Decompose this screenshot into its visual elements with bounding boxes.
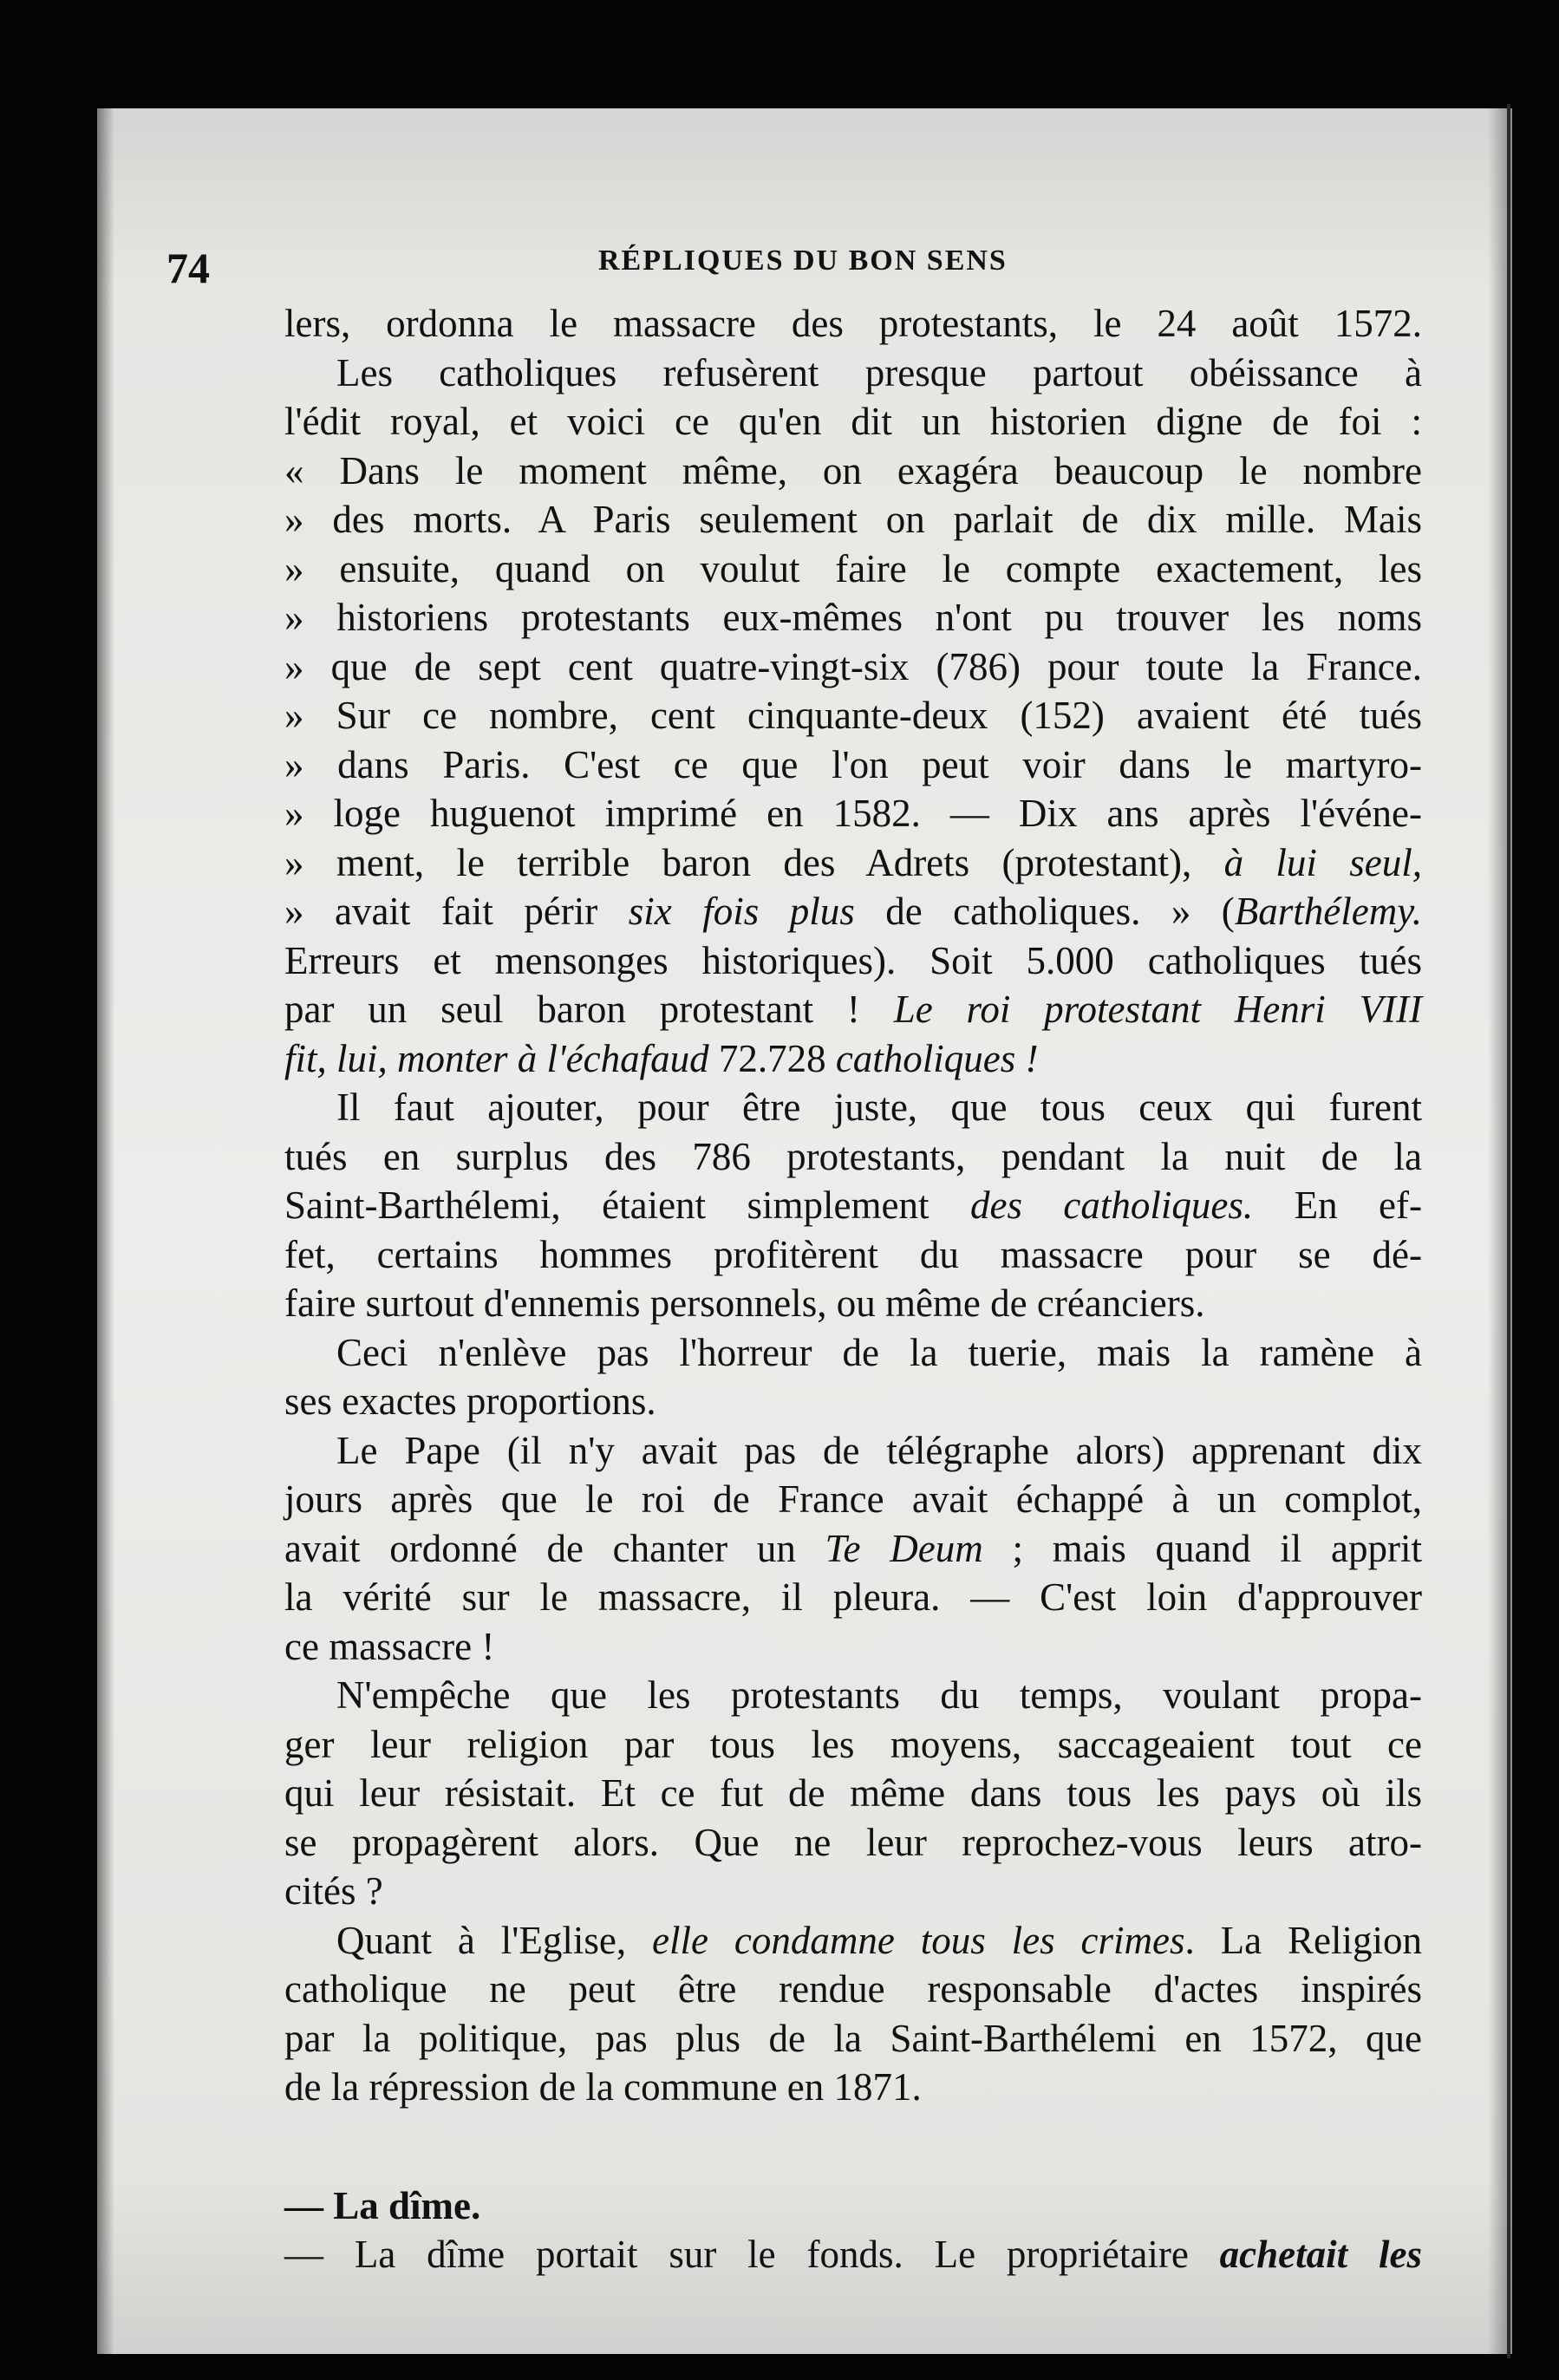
italic-span: Te Deum: [825, 1526, 983, 1570]
text-line: [284, 1573, 1422, 1622]
text-line: [284, 1475, 1422, 1524]
body-text: [284, 299, 1422, 2279]
text-line: [284, 349, 1422, 398]
text-span: par la politique, pas plus de la Saint-Barthélemi en 1572, que: [284, 2016, 1422, 2060]
page-number: 74: [166, 244, 210, 292]
text-span: En ef-: [1294, 1183, 1423, 1227]
text-span: » que de sept cent quatre-vingt-six (786) pour toute la France.: [284, 644, 1422, 688]
text-span: » des morts. A Paris seulement on parlait de dix mille. Mais: [284, 498, 1422, 541]
text-line: [284, 2230, 1422, 2279]
text-line: [284, 887, 1422, 936]
text-span: catholique ne peut être rendue responsable d'actes inspirés: [284, 1967, 1422, 2011]
text-line: [284, 936, 1422, 986]
text-span: — La dîme.: [284, 2183, 481, 2227]
text-line: [284, 1034, 1422, 1084]
text-span: » ment, le terrible baron des Adrets (protestant),: [284, 840, 1192, 884]
text-span: l'édit royal, et voici ce qu'en dit un historien digne de foi :: [284, 400, 1422, 443]
text-span: Erreurs et mensonges historiques). Soit 5.000 catholiques tués: [284, 938, 1422, 982]
text-line: [284, 495, 1422, 544]
text-line: [284, 838, 1422, 888]
italic-span: achetait les: [1219, 2233, 1422, 2276]
text-line: [284, 1426, 1422, 1476]
text-span: de la répression de la commune en 1871.: [284, 2065, 922, 2109]
italic-span: Le roi protestant Henri VIII: [893, 988, 1423, 1031]
text-line: [284, 1622, 1422, 1672]
text-span: 72.728: [718, 1036, 826, 1080]
text-line: [284, 544, 1422, 594]
text-span: la vérité sur le massacre, il pleura. — C'est loin d'approuver: [284, 1575, 1422, 1619]
text-line: [284, 740, 1422, 790]
text-span: se propagèrent alors. Que ne leur reprochez-vous leurs atro-: [284, 1820, 1422, 1864]
page-header: [166, 234, 1424, 295]
page-edge-shadow-left: [97, 108, 114, 2354]
text-line: [284, 1328, 1422, 1378]
running-title: RÉPLIQUES DU BON SENS: [598, 245, 1008, 277]
italic-span: des catholiques.: [969, 1183, 1254, 1227]
text-line: [284, 1524, 1422, 1574]
italic-span: catholiques !: [835, 1036, 1039, 1080]
text-span: Il faut ajouter, pour être juste, que tous ceux qui furent: [336, 1086, 1422, 1129]
text-line: [284, 1818, 1422, 1868]
text-span: de catholiques. » (: [885, 890, 1235, 933]
text-span: fet, certains hommes profitèrent du massacre pour se dé-: [284, 1232, 1422, 1276]
text-line: [284, 1132, 1422, 1182]
text-span: ; mais quand il apprit: [1012, 1526, 1422, 1570]
italic-span: elle condamne tous les crimes: [652, 1918, 1185, 1962]
text-line: [284, 1720, 1422, 1770]
text-span: Ceci n'enlève pas l'horreur de la tuerie, mais la ramène à: [336, 1330, 1422, 1374]
text-line: [284, 1965, 1422, 2014]
text-span: Saint-Barthélemi, étaient simplement: [284, 1183, 930, 1227]
text-span: ger leur religion par tous les moyens, saccageaient tout ce: [284, 1722, 1422, 1766]
text-line: [284, 2063, 1422, 2112]
text-span: N'empêche que les protestants du temps, voulant propa-: [336, 1673, 1422, 1717]
text-line: [284, 1083, 1422, 1132]
text-span: ce massacre !: [284, 1624, 495, 1668]
text-line: [284, 447, 1422, 496]
page-gutter-line: [1507, 104, 1510, 2358]
italic-span: six fois plus: [628, 890, 855, 933]
text-span: . La Religion: [1184, 1918, 1422, 1962]
text-line: [284, 642, 1422, 692]
text-line: [284, 1230, 1422, 1280]
text-line: [284, 397, 1422, 447]
text-span: » loge huguenot imprimé en 1582. — Dix ans après l'événe-: [284, 792, 1422, 835]
text-line: [284, 1671, 1422, 1720]
text-line: [284, 299, 1422, 349]
text-line: [284, 1181, 1422, 1230]
text-line: [284, 985, 1422, 1034]
text-line: [284, 1916, 1422, 1966]
text-span: « Dans le moment même, on exagéra beaucoup le nombre: [284, 448, 1422, 492]
text-span: Le Pape (il n'y avait pas de télégraphe alors) apprenant dix: [336, 1428, 1422, 1472]
text-span: » avait fait périr: [284, 890, 598, 933]
text-span: ses exactes proportions.: [284, 1379, 656, 1423]
text-span: jours après que le roi de France avait échappé à un complot,: [284, 1477, 1422, 1521]
text-line: [284, 789, 1422, 838]
text-line: [284, 1279, 1422, 1328]
italic-span: Barthélemy.: [1234, 890, 1422, 933]
section-gap: [284, 2112, 1422, 2181]
text-span: faire surtout d'ennemis personnels, ou même de créanciers.: [284, 1281, 1205, 1325]
text-span: par un seul baron protestant !: [284, 988, 860, 1031]
text-span: tués en surplus des 786 protestants, pendant la nuit de la: [284, 1134, 1422, 1178]
italic-span: à lui seul,: [1223, 840, 1423, 884]
text-span: Quant à l'Eglise,: [336, 1918, 627, 1962]
text-span: » historiens protestants eux-mêmes n'ont pu trouver les noms: [284, 596, 1422, 639]
text-span: lers, ordonna le massacre des protestants, le 24 août 1572.: [284, 302, 1422, 345]
text-span: Les catholiques refusèrent presque partout obéissance à: [336, 350, 1422, 394]
text-span: qui leur résistait. Et ce fut de même dans tous les pays où ils: [284, 1771, 1422, 1815]
text-line: [284, 1377, 1422, 1426]
text-span: » Sur ce nombre, cent cinquante-deux (152) avaient été tués: [284, 694, 1422, 737]
text-line: [284, 1769, 1422, 1818]
text-line: [284, 2014, 1422, 2064]
text-line: [284, 593, 1422, 642]
text-span: avait ordonné de chanter un: [284, 1526, 796, 1570]
text-span: » dans Paris. C'est ce que l'on peut voir dans le martyro-: [284, 742, 1422, 786]
italic-span: fit, lui, monter à l'échafaud: [284, 1036, 709, 1080]
text-span: — La dîme portait sur le fonds. Le propriétaire: [284, 2233, 1189, 2276]
text-line: [284, 1867, 1422, 1916]
text-span: » ensuite, quand on voulut faire le compte exactement, les: [284, 546, 1422, 590]
text-line: [284, 691, 1422, 740]
section-heading: [284, 2181, 1422, 2231]
text-span: cités ?: [284, 1869, 383, 1913]
